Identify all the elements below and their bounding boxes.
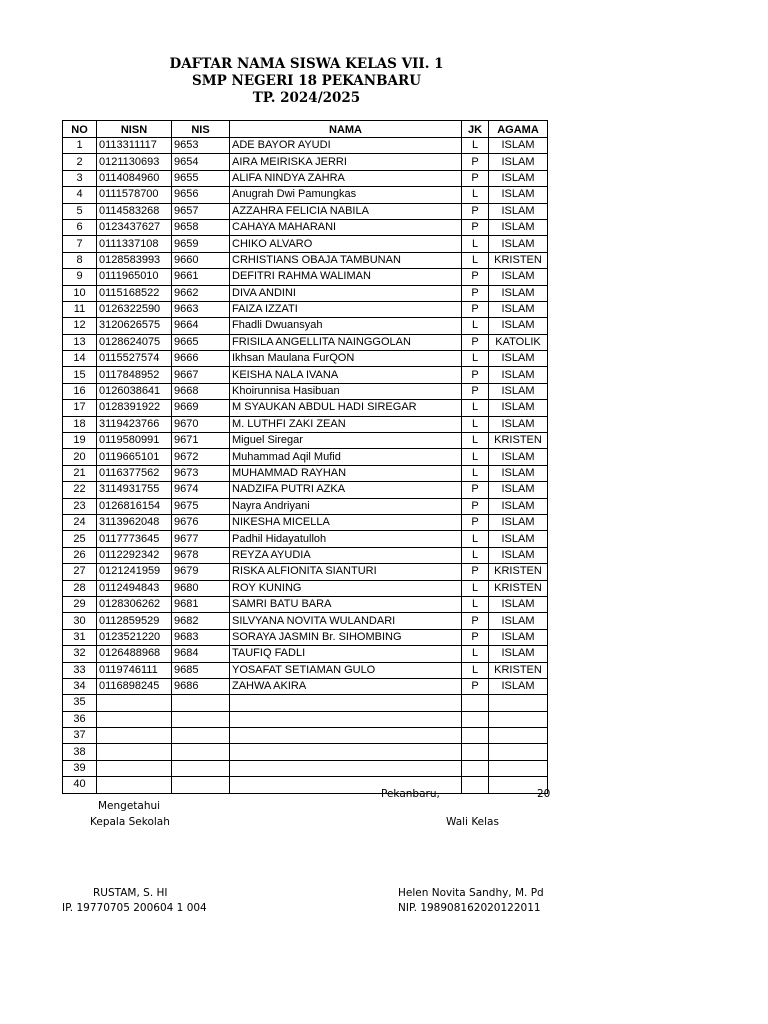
cell-agama: ISLAM xyxy=(489,482,548,498)
cell-nisn: 0126488968 xyxy=(97,646,172,662)
cell-nisn: 0113311117 xyxy=(97,138,172,154)
cell-nama xyxy=(230,695,462,711)
table-row xyxy=(63,334,548,350)
cell-nisn: 0128624075 xyxy=(97,334,172,350)
cell-no: 20 xyxy=(63,449,97,465)
table-row xyxy=(63,318,548,334)
cell-agama: KRISTEN xyxy=(489,433,548,449)
cell-nisn: 0115168522 xyxy=(97,285,172,301)
cell-nama: Nayra Andriyani xyxy=(230,498,462,514)
cell-nis: 9679 xyxy=(172,564,230,580)
table-row xyxy=(63,203,548,219)
cell-agama: ISLAM xyxy=(489,187,548,203)
cell-nis: 9685 xyxy=(172,662,230,678)
cell-jk: L xyxy=(462,646,489,662)
cell-nisn: 0114583268 xyxy=(97,203,172,219)
cell-no: 24 xyxy=(63,514,97,530)
cell-nama xyxy=(230,744,462,760)
cell-no: 6 xyxy=(63,219,97,235)
cell-nis: 9665 xyxy=(172,334,230,350)
cell-no: 29 xyxy=(63,596,97,612)
table-row xyxy=(63,138,548,154)
cell-no: 23 xyxy=(63,498,97,514)
cell-nisn: 0126038641 xyxy=(97,383,172,399)
date-year-fragment: 20 xyxy=(537,788,551,800)
cell-nama xyxy=(230,711,462,727)
cell-nisn: 0119746111 xyxy=(97,662,172,678)
homeroom-teacher-name: Helen Novita Sandhy, M. Pd xyxy=(398,887,544,899)
cell-nis: 9656 xyxy=(172,187,230,203)
cell-nisn: 0114084960 xyxy=(97,170,172,186)
cell-jk xyxy=(462,711,489,727)
cell-nama: AZZAHRA FELICIA NABILA xyxy=(230,203,462,219)
cell-nis: 9660 xyxy=(172,252,230,268)
cell-nisn: 0128391922 xyxy=(97,400,172,416)
cell-nama: SAMRI BATU BARA xyxy=(230,596,462,612)
cell-nis: 9666 xyxy=(172,351,230,367)
cell-jk: P xyxy=(462,629,489,645)
cell-nis: 9658 xyxy=(172,219,230,235)
cell-nisn: 0126322590 xyxy=(97,301,172,317)
cell-jk xyxy=(462,695,489,711)
cell-agama: ISLAM xyxy=(489,678,548,694)
cell-nama: AIRA MEIRISKA JERRI xyxy=(230,154,462,170)
cell-nis: 9684 xyxy=(172,646,230,662)
cell-nisn: 0128583993 xyxy=(97,252,172,268)
cell-jk: P xyxy=(462,613,489,629)
table-row xyxy=(63,367,548,383)
cell-jk: L xyxy=(462,416,489,432)
headmaster-title: Kepala Sekolah xyxy=(90,816,170,828)
cell-no: 38 xyxy=(63,744,97,760)
cell-agama: ISLAM xyxy=(489,465,548,481)
table-row xyxy=(63,187,548,203)
document-title: DAFTAR NAMA SISWA KELAS VII. 1 xyxy=(169,56,444,72)
cell-nama: FRISILA ANGELLITA NAINGGOLAN xyxy=(230,334,462,350)
cell-agama: ISLAM xyxy=(489,318,548,334)
cell-nisn: 0117848952 xyxy=(97,367,172,383)
cell-jk: L xyxy=(462,531,489,547)
cell-no: 30 xyxy=(63,613,97,629)
cell-nisn: 0119580991 xyxy=(97,433,172,449)
cell-jk: L xyxy=(462,351,489,367)
table-row xyxy=(63,154,548,170)
cell-nama: CAHAYA MAHARANI xyxy=(230,219,462,235)
table-header-row xyxy=(63,121,548,138)
cell-nisn: 0116377562 xyxy=(97,465,172,481)
cell-nisn: 0116898245 xyxy=(97,678,172,694)
cell-nisn: 0115527574 xyxy=(97,351,172,367)
table-row xyxy=(63,269,548,285)
cell-no: 27 xyxy=(63,564,97,580)
cell-jk: P xyxy=(462,301,489,317)
cell-no: 5 xyxy=(63,203,97,219)
cell-jk: L xyxy=(462,400,489,416)
cell-agama xyxy=(489,695,548,711)
cell-nis: 9676 xyxy=(172,514,230,530)
cell-nisn: 0123521220 xyxy=(97,629,172,645)
cell-nama: Ikhsan Maulana FurQON xyxy=(230,351,462,367)
cell-agama: ISLAM xyxy=(489,514,548,530)
cell-no: 22 xyxy=(63,482,97,498)
col-header-no: NO xyxy=(63,121,97,138)
cell-agama: ISLAM xyxy=(489,351,548,367)
cell-no: 31 xyxy=(63,629,97,645)
cell-agama: ISLAM xyxy=(489,269,548,285)
table-row xyxy=(63,465,548,481)
cell-jk: P xyxy=(462,514,489,530)
cell-jk xyxy=(462,744,489,760)
cell-no: 4 xyxy=(63,187,97,203)
table-row xyxy=(63,236,548,252)
cell-jk: P xyxy=(462,383,489,399)
cell-agama: KRISTEN xyxy=(489,252,548,268)
cell-jk: L xyxy=(462,465,489,481)
cell-no: 18 xyxy=(63,416,97,432)
cell-no: 8 xyxy=(63,252,97,268)
cell-nisn: 0119665101 xyxy=(97,449,172,465)
cell-jk: P xyxy=(462,482,489,498)
cell-jk: P xyxy=(462,564,489,580)
cell-nisn: 0112494843 xyxy=(97,580,172,596)
place-label: Pekanbaru, xyxy=(381,788,440,800)
table-row xyxy=(63,547,548,563)
cell-agama: ISLAM xyxy=(489,236,548,252)
cell-nis: 9683 xyxy=(172,629,230,645)
cell-nama xyxy=(230,728,462,744)
cell-agama: ISLAM xyxy=(489,416,548,432)
cell-nis: 9653 xyxy=(172,138,230,154)
cell-no: 17 xyxy=(63,400,97,416)
cell-nisn: 0112859529 xyxy=(97,613,172,629)
table-row xyxy=(63,400,548,416)
cell-no: 14 xyxy=(63,351,97,367)
cell-nis: 9661 xyxy=(172,269,230,285)
table-row xyxy=(63,564,548,580)
table-body xyxy=(63,138,548,794)
cell-nama: CRHISTIANS OBAJA TAMBUNAN xyxy=(230,252,462,268)
col-header-nis: NIS xyxy=(172,121,230,138)
table-row xyxy=(63,613,548,629)
cell-jk: L xyxy=(462,580,489,596)
cell-nis: 9662 xyxy=(172,285,230,301)
cell-nis xyxy=(172,695,230,711)
cell-no: 39 xyxy=(63,760,97,776)
cell-nis: 9669 xyxy=(172,400,230,416)
cell-nisn xyxy=(97,760,172,776)
cell-agama: ISLAM xyxy=(489,203,548,219)
homeroom-teacher-title: Wali Kelas xyxy=(446,816,499,828)
table-row xyxy=(63,285,548,301)
cell-jk: L xyxy=(462,449,489,465)
cell-no: 10 xyxy=(63,285,97,301)
headmaster-nip: IP. 19770705 200604 1 004 xyxy=(62,902,207,914)
cell-nama: Muhammad Aqil Mufid xyxy=(230,449,462,465)
cell-nis: 9670 xyxy=(172,416,230,432)
cell-no: 13 xyxy=(63,334,97,350)
cell-nis: 9668 xyxy=(172,383,230,399)
cell-jk xyxy=(462,728,489,744)
table-row xyxy=(63,514,548,530)
cell-agama: ISLAM xyxy=(489,285,548,301)
table-row xyxy=(63,219,548,235)
cell-jk: P xyxy=(462,203,489,219)
cell-agama: ISLAM xyxy=(489,629,548,645)
cell-nisn: 0128306262 xyxy=(97,596,172,612)
table-row xyxy=(63,711,548,727)
cell-nama: Fhadli Dwuansyah xyxy=(230,318,462,334)
cell-nama: REYZA AYUDIA xyxy=(230,547,462,563)
table-row xyxy=(63,662,548,678)
cell-no: 1 xyxy=(63,138,97,154)
table-row xyxy=(63,433,548,449)
signature-section xyxy=(0,780,551,920)
table-row xyxy=(63,416,548,432)
cell-nis: 9673 xyxy=(172,465,230,481)
cell-nis: 9677 xyxy=(172,531,230,547)
cell-agama: ISLAM xyxy=(489,138,548,154)
cell-jk: L xyxy=(462,252,489,268)
cell-agama: KATOLIK xyxy=(489,334,548,350)
cell-nisn: 3119423766 xyxy=(97,416,172,432)
cell-no: 7 xyxy=(63,236,97,252)
cell-nama: SORAYA JASMIN Br. SIHOMBING xyxy=(230,629,462,645)
table-row xyxy=(63,580,548,596)
cell-nama: Khoirunnisa Hasibuan xyxy=(230,383,462,399)
cell-nis xyxy=(172,744,230,760)
cell-nama: NIKESHA MICELLA xyxy=(230,514,462,530)
headmaster-name: RUSTAM, S. HI xyxy=(93,887,168,899)
cell-nisn: 0117773645 xyxy=(97,531,172,547)
cell-nama: Miguel Siregar xyxy=(230,433,462,449)
student-roster-table xyxy=(62,120,548,794)
cell-no: 21 xyxy=(63,465,97,481)
cell-jk: P xyxy=(462,678,489,694)
cell-nisn: 0111578700 xyxy=(97,187,172,203)
cell-nisn: 0111337108 xyxy=(97,236,172,252)
cell-no: 28 xyxy=(63,580,97,596)
cell-nama: MUHAMMAD RAYHAN xyxy=(230,465,462,481)
cell-jk: L xyxy=(462,596,489,612)
table-row xyxy=(63,351,548,367)
cell-jk: L xyxy=(462,318,489,334)
cell-nis: 9657 xyxy=(172,203,230,219)
cell-nama: YOSAFAT SETIAMAN GULO xyxy=(230,662,462,678)
cell-nama: FAIZA IZZATI xyxy=(230,301,462,317)
cell-no: 34 xyxy=(63,678,97,694)
table-row xyxy=(63,760,548,776)
cell-jk: P xyxy=(462,269,489,285)
cell-nama: ALIFA NINDYA ZAHRA xyxy=(230,170,462,186)
table-row xyxy=(63,678,548,694)
table-row xyxy=(63,744,548,760)
cell-nis: 9680 xyxy=(172,580,230,596)
cell-nama: NADZIFA PUTRI AZKA xyxy=(230,482,462,498)
cell-nama: Anugrah Dwi Pamungkas xyxy=(230,187,462,203)
cell-agama: ISLAM xyxy=(489,170,548,186)
cell-nama: TAUFIQ FADLI xyxy=(230,646,462,662)
cell-jk: P xyxy=(462,285,489,301)
cell-nama: ROY KUNING xyxy=(230,580,462,596)
table-row xyxy=(63,170,548,186)
cell-no: 40 xyxy=(63,777,97,793)
cell-nama: ADE BAYOR AYUDI xyxy=(230,138,462,154)
cell-no: 36 xyxy=(63,711,97,727)
cell-nisn xyxy=(97,711,172,727)
cell-no: 25 xyxy=(63,531,97,547)
cell-jk: L xyxy=(462,547,489,563)
cell-jk: P xyxy=(462,334,489,350)
cell-agama: ISLAM xyxy=(489,646,548,662)
cell-agama: ISLAM xyxy=(489,400,548,416)
cell-nis: 9674 xyxy=(172,482,230,498)
cell-nis: 9671 xyxy=(172,433,230,449)
cell-agama: ISLAM xyxy=(489,547,548,563)
cell-no: 37 xyxy=(63,728,97,744)
cell-agama: KRISTEN xyxy=(489,580,548,596)
col-header-agama: AGAMA xyxy=(489,121,548,138)
cell-jk: P xyxy=(462,219,489,235)
cell-agama: ISLAM xyxy=(489,154,548,170)
cell-nama: ZAHWA AKIRA xyxy=(230,678,462,694)
cell-no: 26 xyxy=(63,547,97,563)
cell-nis: 9667 xyxy=(172,367,230,383)
cell-nis: 9672 xyxy=(172,449,230,465)
cell-agama: ISLAM xyxy=(489,219,548,235)
school-name: SMP NEGERI 18 PEKANBARU xyxy=(191,73,422,89)
cell-jk: P xyxy=(462,154,489,170)
academic-year: TP. 2024/2025 xyxy=(252,90,361,106)
cell-agama: KRISTEN xyxy=(489,662,548,678)
table-row xyxy=(63,728,548,744)
cell-agama xyxy=(489,760,548,776)
cell-agama: ISLAM xyxy=(489,367,548,383)
cell-jk: L xyxy=(462,662,489,678)
cell-nisn: 0126816154 xyxy=(97,498,172,514)
table-row xyxy=(63,252,548,268)
cell-nama: Padhil Hidayatulloh xyxy=(230,531,462,547)
cell-nisn: 0121241959 xyxy=(97,564,172,580)
cell-jk: L xyxy=(462,433,489,449)
table-row xyxy=(63,531,548,547)
cell-nama: M SYAUKAN ABDUL HADI SIREGAR xyxy=(230,400,462,416)
cell-nisn xyxy=(97,728,172,744)
cell-nis xyxy=(172,711,230,727)
table-row xyxy=(63,646,548,662)
cell-no: 9 xyxy=(63,269,97,285)
cell-nis xyxy=(172,760,230,776)
homeroom-teacher-nip: NIP. 198908162020122011 xyxy=(398,902,541,914)
cell-jk: L xyxy=(462,187,489,203)
cell-nama xyxy=(230,760,462,776)
cell-nis: 9655 xyxy=(172,170,230,186)
cell-agama: ISLAM xyxy=(489,498,548,514)
table-row xyxy=(63,383,548,399)
cell-nama: KEISHA NALA IVANA xyxy=(230,367,462,383)
cell-nis: 9686 xyxy=(172,678,230,694)
cell-nama: CHIKO ALVARO xyxy=(230,236,462,252)
cell-no: 12 xyxy=(63,318,97,334)
cell-no: 11 xyxy=(63,301,97,317)
cell-nis: 9659 xyxy=(172,236,230,252)
col-header-nisn: NISN xyxy=(97,121,172,138)
cell-agama xyxy=(489,744,548,760)
cell-no: 19 xyxy=(63,433,97,449)
table-row xyxy=(63,596,548,612)
cell-no: 32 xyxy=(63,646,97,662)
cell-agama xyxy=(489,728,548,744)
acknowledgement-label: Mengetahui xyxy=(98,800,161,812)
cell-jk: P xyxy=(462,367,489,383)
cell-nama: RISKA ALFIONITA SIANTURI xyxy=(230,564,462,580)
cell-nama: DIVA ANDINI xyxy=(230,285,462,301)
cell-jk: L xyxy=(462,236,489,252)
cell-nisn: 0123437627 xyxy=(97,219,172,235)
cell-jk xyxy=(462,760,489,776)
cell-nama: M. LUTHFI ZAKI ZEAN xyxy=(230,416,462,432)
cell-agama: KRISTEN xyxy=(489,564,548,580)
table-row xyxy=(63,695,548,711)
cell-no: 2 xyxy=(63,154,97,170)
cell-nis: 9681 xyxy=(172,596,230,612)
cell-agama: ISLAM xyxy=(489,301,548,317)
cell-agama: ISLAM xyxy=(489,531,548,547)
cell-nis: 9664 xyxy=(172,318,230,334)
cell-nis: 9675 xyxy=(172,498,230,514)
cell-jk: L xyxy=(462,138,489,154)
cell-nisn xyxy=(97,695,172,711)
table-row xyxy=(63,449,548,465)
table-row xyxy=(63,301,548,317)
cell-jk: P xyxy=(462,170,489,186)
cell-nisn: 0111965010 xyxy=(97,269,172,285)
col-header-nama: NAMA xyxy=(230,121,462,138)
cell-nama: DEFITRI RAHMA WALIMAN xyxy=(230,269,462,285)
cell-agama: ISLAM xyxy=(489,596,548,612)
cell-nisn: 3113962048 xyxy=(97,514,172,530)
cell-no: 33 xyxy=(63,662,97,678)
cell-nisn: 0112292342 xyxy=(97,547,172,563)
cell-nisn xyxy=(97,744,172,760)
cell-no: 3 xyxy=(63,170,97,186)
table-row xyxy=(63,629,548,645)
cell-no: 15 xyxy=(63,367,97,383)
cell-nisn: 3120626575 xyxy=(97,318,172,334)
table-row xyxy=(63,482,548,498)
cell-no: 35 xyxy=(63,695,97,711)
cell-nama: SILVYANA NOVITA WULANDARI xyxy=(230,613,462,629)
cell-nisn: 0121130693 xyxy=(97,154,172,170)
cell-agama: ISLAM xyxy=(489,449,548,465)
table-row xyxy=(63,498,548,514)
cell-nis: 9678 xyxy=(172,547,230,563)
cell-nis: 9663 xyxy=(172,301,230,317)
cell-agama: ISLAM xyxy=(489,383,548,399)
cell-jk: P xyxy=(462,498,489,514)
cell-no: 16 xyxy=(63,383,97,399)
cell-nis: 9682 xyxy=(172,613,230,629)
cell-agama: ISLAM xyxy=(489,613,548,629)
cell-nis xyxy=(172,728,230,744)
cell-nisn: 3114931755 xyxy=(97,482,172,498)
col-header-jk: JK xyxy=(462,121,489,138)
cell-agama xyxy=(489,711,548,727)
cell-nis: 9654 xyxy=(172,154,230,170)
